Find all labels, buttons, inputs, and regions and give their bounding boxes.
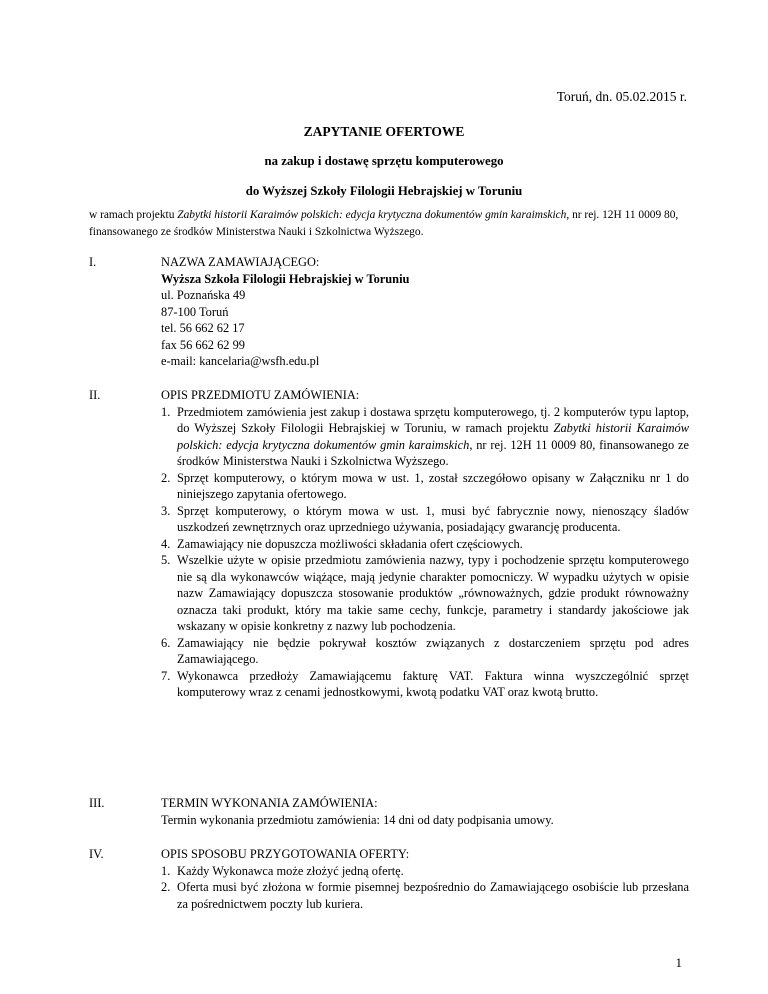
item-number: 1. — [161, 404, 171, 419]
section-3-number: III. — [89, 796, 105, 810]
orderer-city: 87-100 Toruń — [161, 304, 229, 319]
item-text: Wykonawca przedłoży Zamawiającemu fakturę VAT. Faktura winna wyszczególnić sprzęt komputerowy wraz z cenami jednostkowymi, kwotą podatku VAT oraz kwotą brutto. — [177, 668, 689, 699]
orderer-name: Wyższa Szkoła Filologii Hebrajskiej w Toruniu — [161, 271, 410, 286]
section-2-body — [161, 387, 689, 701]
item-text: Każdy Wykonawca może złożyć jedną ofertę. — [177, 863, 404, 878]
intro-paragraph — [89, 207, 689, 241]
section-1-heading: NAZWA ZAMAWIAJĄCEGO: — [161, 255, 320, 269]
item-number: 6. — [161, 635, 171, 650]
section-2-list — [161, 404, 689, 701]
section-4-number: IV. — [89, 847, 104, 861]
list-item — [161, 536, 689, 553]
item-text: Zamawiający nie dopuszcza możliwości składania ofert częściowych. — [177, 536, 523, 551]
page-number: 1 — [675, 955, 682, 970]
item-text-suffix: , nr rej. 12H 11 0009 80, finansowanego ze środków Ministerstwa Nauki i Szkolnictwa Wyższego. — [177, 437, 690, 468]
intro-suffix: , nr rej. 12H 11 0009 80, finansowanego ze środków Ministerstwa Nauki i Szkolnictwa Wyższego. — [89, 209, 679, 238]
orderer-fax: fax 56 662 62 99 — [161, 337, 245, 352]
list-item — [161, 404, 689, 470]
item-text: Zamawiający nie będzie pokrywał kosztów związanych z dostarczeniem sprzętu pod adres Zamawiającego. — [177, 635, 689, 666]
section-2-heading: OPIS PRZEDMIOTU ZAMÓWIENIA: — [161, 388, 360, 402]
item-text: Oferta musi być złożona w formie pisemnej bezpośrednio do Zamawiającego osobiście lub przesłana za pośrednictwem poczty lub kuriera. — [177, 880, 689, 911]
item-text: Sprzęt komputerowy, o którym mowa w ust. 1, musi być fabrycznie nowy, nienoszący śladów uszkodzeń zewnętrznych oraz uprzedniego używania, posiadający gwarancję producenta. — [177, 503, 689, 534]
item-number: 4. — [161, 536, 171, 551]
item-number: 2. — [161, 880, 171, 894]
document-title: ZAPYTANIE OFERTOWE — [303, 124, 465, 139]
section-1-number: I. — [89, 255, 97, 269]
item-project-title: Zabytki historii Karaimów polskich: edycja krytyczna dokumentów gmin karaimskich — [177, 421, 689, 452]
item-number: 1. — [161, 863, 171, 878]
document-subtitle-2: do Wyższej Szkoły Filologii Hebrajskiej w Toruniu — [245, 184, 523, 198]
section-3-text: Termin wykonania przedmiotu zamówienia: 14 dni od daty podpisania umowy. — [161, 812, 554, 827]
item-number: 5. — [161, 553, 171, 567]
section-3-body — [161, 795, 689, 828]
section-3-heading: TERMIN WYKONANIA ZAMÓWIENIA: — [161, 796, 378, 810]
list-item — [161, 503, 689, 536]
section-1-body — [161, 254, 689, 370]
list-item — [161, 470, 689, 503]
section-4-list — [161, 863, 689, 913]
document-date: Toruń, dn. 05.02.2015 r. — [556, 89, 687, 104]
item-number: 2. — [161, 470, 171, 485]
orderer-email: e-mail: kancelaria@wsfh.edu.pl — [161, 354, 320, 368]
item-number: 3. — [161, 503, 171, 518]
section-4-body — [161, 846, 689, 912]
item-text: Wszelkie użyte w opisie przedmiotu zamówienia nazwy, typy i pochodzenie sprzętu komputerowego nie są dla wykonawców wiążące, mają jedynie charakter pomocniczy. W wypadku użytych w opisie nazw Zamawiający dopuszcza stosowanie produktów „równoważnych, gdzie produkt równoważny oznacza taki produkt, który ma takie same cechy, funkcje, parametry i standardy jakościowe jak wskazany w opisie konkretny z nazwy lub pochodzenia. — [177, 553, 689, 633]
list-item — [161, 552, 689, 635]
document-subtitle-1: na zakup i dostawę sprzętu komputerowego — [264, 154, 504, 168]
intro-prefix: w ramach projektu — [89, 209, 178, 221]
list-item — [161, 668, 689, 701]
item-number: 7. — [161, 668, 171, 683]
orderer-tel: tel. 56 662 62 17 — [161, 321, 245, 335]
list-item — [161, 635, 689, 668]
section-4-heading: OPIS SPOSOBU PRZYGOTOWANIA OFERTY: — [161, 847, 410, 861]
item-text: Sprzęt komputerowy, o którym mowa w ust. 1, został szczegółowo opisany w Załączniku nr 1 do niniejszego zapytania ofertowego. — [177, 470, 689, 501]
item-text: Przedmiotem zamówienia jest zakup i dostawa sprzętu komputerowego, tj. 2 komputerów typu laptop, do Wyższej Szkoły Filologii Hebrajskiej w Toruniu, w ramach projektu — [177, 404, 689, 435]
section-2-number: II. — [89, 388, 101, 402]
orderer-street: ul. Poznańska 49 — [161, 288, 246, 302]
intro-project-title: Zabytki historii Karaimów polskich: edycja krytyczna dokumentów gmin karaimskich — [177, 209, 567, 221]
list-item — [161, 863, 689, 880]
list-item — [161, 879, 689, 912]
